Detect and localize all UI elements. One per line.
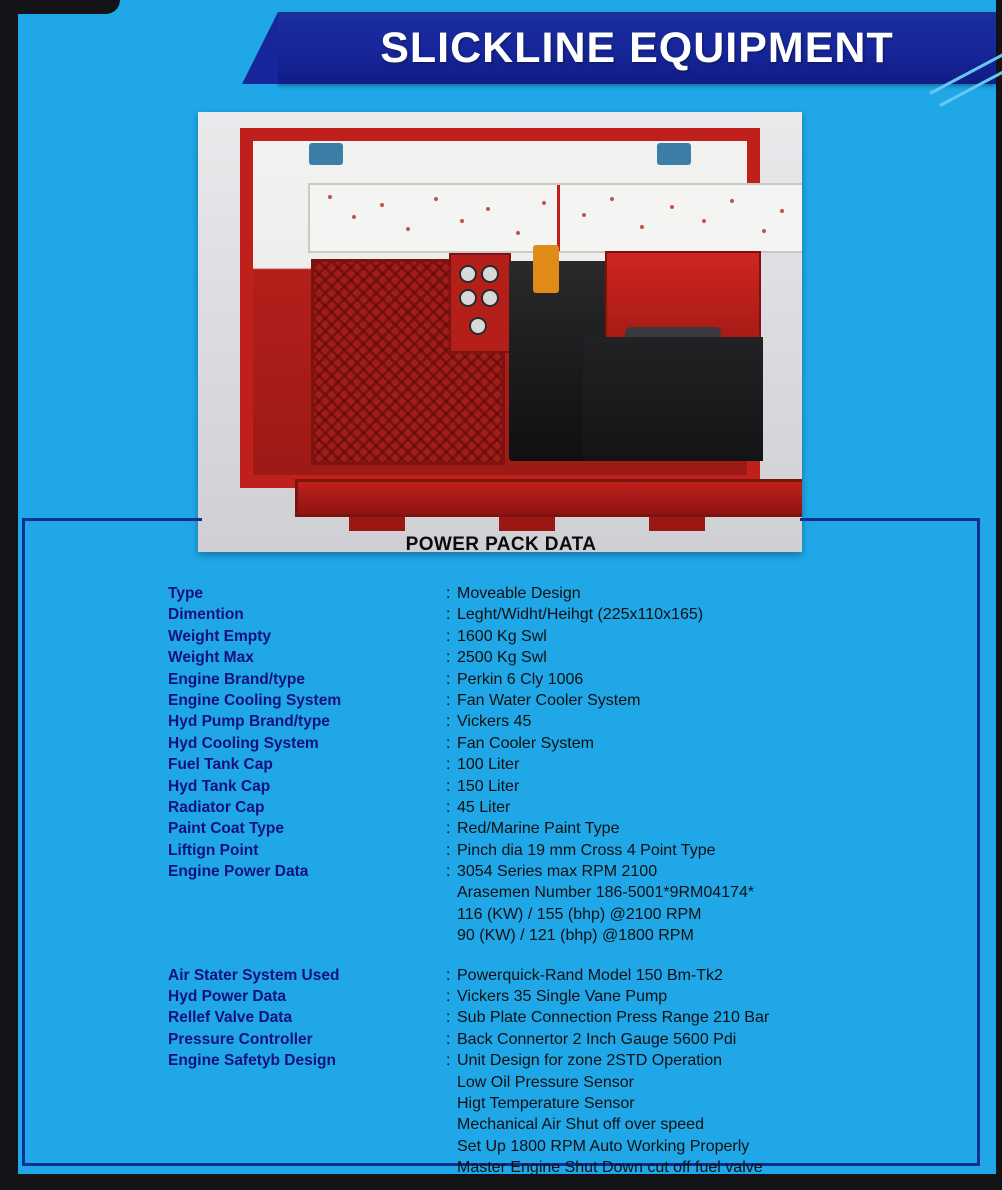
spec-row	[168, 1072, 868, 1093]
spec-label: Hyd Cooling System	[168, 734, 319, 752]
spec-row	[168, 925, 868, 946]
skid-base	[295, 479, 802, 517]
spec-value-text: Vickers 35 Single Vane Pump	[457, 988, 668, 1006]
spec-value	[446, 840, 868, 861]
spec-row	[168, 626, 868, 647]
spec-value-text: Fan Cooler System	[457, 734, 594, 752]
spec-colon: :	[446, 627, 451, 645]
spec-row	[168, 733, 868, 754]
spec-row	[168, 797, 868, 818]
spec-label: Dimention	[168, 606, 244, 624]
spec-value	[446, 965, 868, 986]
spec-colon: :	[446, 863, 451, 881]
section-title: POWER PACK DATA	[405, 534, 597, 555]
spec-row	[168, 882, 868, 903]
spec-row	[168, 818, 868, 839]
spec-row	[168, 711, 868, 732]
spec-value-text: 100 Liter	[457, 756, 520, 774]
spec-row	[168, 1114, 868, 1135]
spec-label: Hyd Tank Cap	[168, 777, 271, 795]
spec-label: Hyd Power Data	[168, 988, 287, 1006]
spec-value	[446, 986, 868, 1007]
spec-row	[168, 904, 868, 925]
spec-value-text: 1600 Kg Swl	[457, 627, 547, 645]
spec-label: Weight Max	[168, 649, 254, 667]
spec-row	[168, 669, 868, 690]
spec-value	[446, 583, 868, 604]
specification-table	[168, 583, 868, 1179]
spec-label: Engine Cooling System	[168, 691, 342, 709]
spec-value-text: Set Up 1800 RPM Auto Working Properly	[457, 1137, 750, 1155]
spec-label: Air Stater System Used	[168, 966, 340, 984]
lifting-point-right-icon	[657, 143, 691, 165]
spec-colon: :	[446, 691, 451, 709]
spec-row	[168, 840, 868, 861]
spec-value-text: 45 Liter	[457, 798, 511, 816]
spec-value-text: Perkin 6 Cly 1006	[457, 670, 584, 688]
spec-value-text: Mechanical Air Shut off over speed	[457, 1116, 704, 1134]
spec-row	[168, 1136, 868, 1157]
spec-label: Fuel Tank Cap	[168, 756, 273, 774]
spec-value	[446, 733, 868, 754]
spec-row	[168, 1029, 868, 1050]
spec-value	[446, 1136, 868, 1157]
spec-colon: :	[446, 606, 451, 624]
spec-value-text: Powerquick-Rand Model 150 Bm-Tk2	[457, 966, 723, 984]
spec-colon: :	[446, 777, 451, 795]
spec-value-text: Red/Marine Paint Type	[457, 820, 620, 838]
spec-colon: :	[446, 820, 451, 838]
spec-label: Engine Power Data	[168, 863, 309, 881]
spec-value	[446, 1093, 868, 1114]
spec-value	[446, 690, 868, 711]
spec-value-text: 116 (KW) / 155 (bhp) @2100 RPM	[457, 905, 702, 923]
spec-value	[446, 604, 868, 625]
spec-label: Weight Empty	[168, 627, 272, 645]
header-banner	[278, 12, 996, 84]
spec-value-text: Higt Temperature Sensor	[457, 1094, 635, 1112]
spec-value	[446, 1114, 868, 1135]
spec-label: Pressure Controller	[168, 1030, 313, 1048]
engine-cylinder	[533, 245, 559, 293]
spec-row	[168, 604, 868, 625]
spec-spacer	[168, 947, 868, 965]
spec-colon: :	[446, 734, 451, 752]
spec-row	[168, 965, 868, 986]
spec-value-text: Low Oil Pressure Sensor	[457, 1073, 634, 1091]
spec-row	[168, 1157, 868, 1178]
spec-colon: :	[446, 670, 451, 688]
spec-row	[168, 861, 868, 882]
content-border-top-right	[800, 518, 980, 521]
spec-colon: :	[446, 841, 451, 859]
power-pack-photo	[198, 112, 802, 552]
hydraulic-tank	[605, 251, 761, 339]
spec-value	[446, 882, 868, 903]
spec-value-text: Arasemen Number 186-5001*9RM04174*	[457, 884, 755, 902]
spec-row	[168, 647, 868, 668]
spec-value	[446, 669, 868, 690]
spec-colon: :	[446, 1030, 451, 1048]
spec-label: Type	[168, 585, 204, 602]
spec-value	[446, 647, 868, 668]
spec-value	[446, 925, 868, 946]
spec-value-text: Moveable Design	[457, 585, 581, 602]
spec-colon: :	[446, 1052, 451, 1070]
spec-value-text: Fan Water Cooler System	[457, 691, 641, 709]
spec-label: Engine Brand/type	[168, 670, 305, 688]
spec-label: Liftign Point	[168, 841, 259, 859]
spec-colon: :	[446, 1009, 451, 1027]
spec-colon: :	[446, 713, 451, 731]
spec-colon: :	[446, 966, 451, 984]
spec-colon: :	[446, 988, 451, 1006]
spec-label: Rellef Valve Data	[168, 1009, 293, 1027]
spec-colon: :	[446, 756, 451, 774]
page-frame-right	[996, 0, 1002, 1190]
spec-value-text: 3054 Series max RPM 2100	[457, 863, 658, 881]
spec-row	[168, 986, 868, 1007]
spec-value-text: Unit Design for zone 2STD Operation	[457, 1052, 723, 1070]
spec-colon: :	[446, 798, 451, 816]
lifting-point-left-icon	[309, 143, 343, 165]
page-title: SLICKLINE EQUIPMENT	[380, 24, 894, 72]
spec-value-text: Back Connertor 2 Inch Gauge 5600 Pdi	[457, 1030, 737, 1048]
spec-value	[446, 754, 868, 775]
spec-row	[168, 1093, 868, 1114]
spec-row	[168, 583, 868, 604]
spec-label: Hyd Pump Brand/type	[168, 713, 330, 731]
spec-value	[446, 1029, 868, 1050]
content-border-top-left	[22, 518, 202, 521]
spec-value	[446, 626, 868, 647]
spec-value	[446, 711, 868, 732]
spec-value-text: 2500 Kg Swl	[457, 649, 547, 667]
spec-value	[446, 904, 868, 925]
spec-value	[446, 1072, 868, 1093]
page-frame-corner	[0, 0, 120, 14]
spec-row	[168, 754, 868, 775]
spec-row	[168, 690, 868, 711]
hydraulic-pump	[583, 337, 763, 461]
spec-label: Radiator Cap	[168, 798, 265, 816]
spec-value	[446, 1007, 868, 1028]
gauge-panel	[449, 253, 511, 353]
spec-label: Paint Coat Type	[168, 820, 284, 838]
spec-value-text: 150 Liter	[457, 777, 520, 795]
spec-value-text: Vickers 45	[457, 713, 532, 731]
spec-row	[168, 776, 868, 797]
upper-white-panel	[308, 183, 802, 253]
spec-colon: :	[446, 585, 451, 602]
spec-value-text: Leght/Widht/Heihgt (225x110x165)	[457, 606, 704, 624]
spec-row	[168, 1007, 868, 1028]
spec-value-text: Master Engine Shut Down cut off fuel valve	[457, 1159, 763, 1177]
spec-value	[446, 818, 868, 839]
spec-value	[446, 1050, 868, 1071]
spec-value-text: 90 (KW) / 121 (bhp) @1800 RPM	[457, 927, 694, 945]
spec-value	[446, 861, 868, 882]
skid-frame	[240, 128, 760, 488]
spec-label: Engine Safetyb Design	[168, 1052, 336, 1070]
spec-value	[446, 797, 868, 818]
spec-value-text: Pinch dia 19 mm Cross 4 Point Type	[457, 841, 716, 859]
spec-value	[446, 776, 868, 797]
page-frame-left	[0, 0, 18, 1190]
spec-value-text: Sub Plate Connection Press Range 210 Bar	[457, 1009, 770, 1027]
spec-row	[168, 1050, 868, 1071]
spec-colon: :	[446, 649, 451, 667]
spec-value	[446, 1157, 868, 1178]
